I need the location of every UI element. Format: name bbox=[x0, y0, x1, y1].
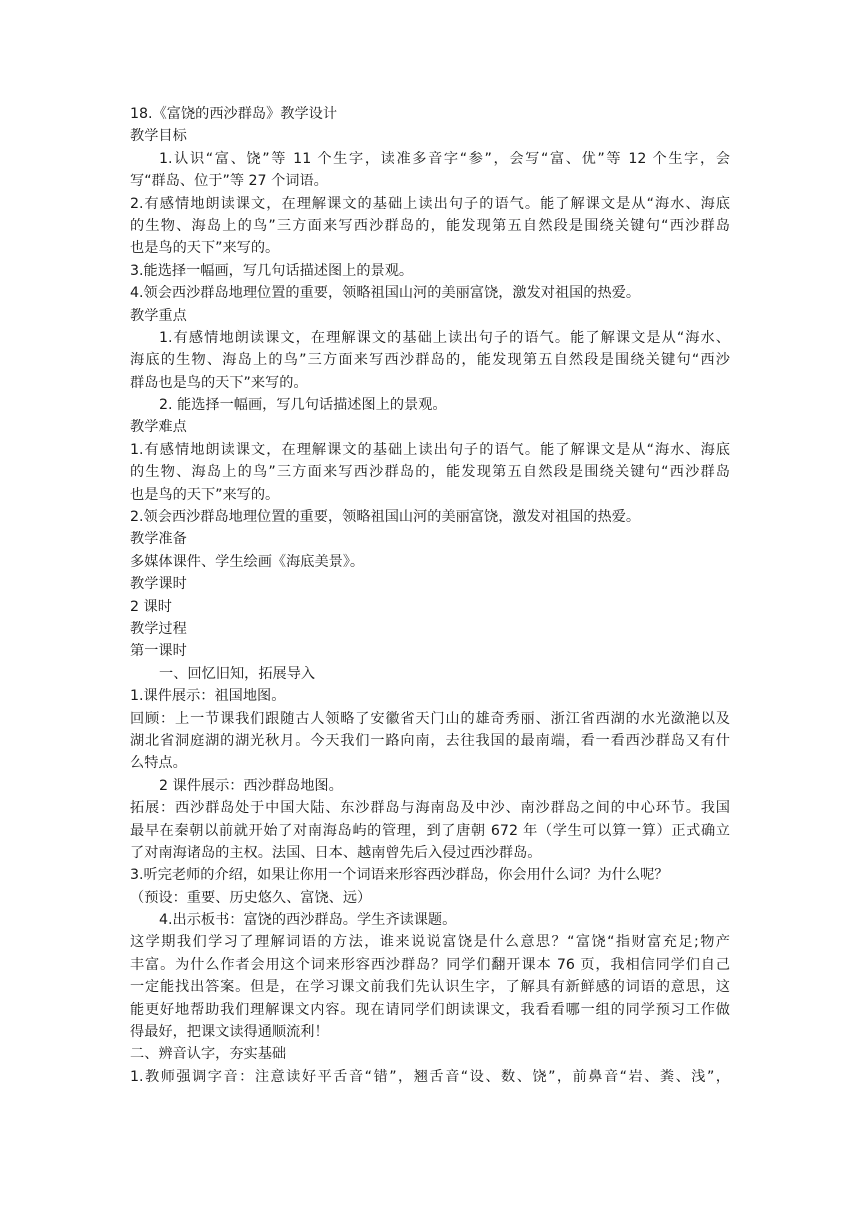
text-line: 了对南海诸岛的主权。法国、日本、越南曾先后入侵过西沙群岛。 bbox=[130, 844, 542, 861]
text-line: 么特点。 bbox=[130, 755, 187, 772]
text-line: 写“群岛、位于”等 27 个词语。 bbox=[130, 173, 328, 190]
text-line: 4.领会西沙群岛地理位置的重要，领略祖国山河的美丽富饶，激发对祖国的热爱。 bbox=[130, 285, 641, 302]
text-line: 第一课时 bbox=[130, 643, 187, 660]
text-line: 教学目标 bbox=[130, 128, 187, 145]
text-line: 的生物、海岛上的鸟”三方面来写西沙群岛的，能发现第五自然段是围绕关键句“西沙群岛 bbox=[130, 464, 730, 481]
text-line: 1.教师强调字音：注意读好平舌音“错”，翘舌音“设、数、饶”，前鼻音“岩、粪、浅”， bbox=[130, 1068, 730, 1085]
text-line: 教学难点 bbox=[130, 419, 187, 436]
text-line: 群岛也是鸟的天下”来写的。 bbox=[130, 374, 308, 391]
text-line: 1.认识“富、饶”等 11 个生字，读准多音字“参”，会写“富、优”等 12 个生字，会 bbox=[159, 150, 730, 167]
text-line: 也是鸟的天下”来写的。 bbox=[130, 240, 280, 257]
text-line: 也是鸟的天下”来写的。 bbox=[130, 486, 280, 503]
text-line: 1.有感情地朗读课文，在理解课文的基础上读出句子的语气。能了解课文是从“海水、 bbox=[159, 329, 730, 346]
text-line: 教学过程 bbox=[130, 620, 187, 637]
document-page bbox=[130, 103, 730, 1088]
text-line: 拓展：西沙群岛处于中国大陆、东沙群岛与海南岛及中沙、南沙群岛之间的中心环节。我国 bbox=[130, 800, 730, 817]
text-line: 1.课件展示：祖国地图。 bbox=[130, 688, 286, 705]
text-line: 的生物、海岛上的鸟”三方面来写西沙群岛的，能发现第五自然段是围绕关键句“西沙群岛 bbox=[130, 217, 730, 234]
text-line: （预设：重要、历史悠久、富饶、远） bbox=[130, 889, 372, 906]
text-line: 1.有感情地朗读课文，在理解课文的基础上读出句子的语气。能了解课文是从“海水、海底 bbox=[130, 441, 730, 458]
text-line: 丰富。为什么作者会用这个词来形容西沙群岛？同学们翻开课本 76 页，我相信同学们自己 bbox=[130, 956, 730, 973]
text-line: 多媒体课件、学生绘画《海底美景》。 bbox=[130, 553, 365, 570]
text-line: 2 课件展示：西沙群岛地图。 bbox=[159, 777, 343, 794]
text-line: 海底的生物、海岛上的鸟”三方面来写西沙群岛的，能发现第五自然段是围绕关键句“西沙 bbox=[130, 352, 730, 369]
text-line: 18.《富饶的西沙群岛》教学设计 bbox=[130, 106, 338, 122]
text-line: 一、回忆旧知，拓展导入 bbox=[159, 665, 316, 682]
text-line: 2.有感情地朗读课文，在理解课文的基础上读出句子的语气。能了解课文是从“海水、海底 bbox=[130, 195, 730, 212]
text-line: 最早在秦朝以前就开始了对南海岛屿的管理，到了唐朝 672 年（学生可以算一算）正式确立 bbox=[130, 822, 730, 839]
text-line: 3.听完老师的介绍，如果让你用一个词语来形容西沙群岛，你会用什么词？为什么呢？ bbox=[130, 867, 669, 884]
text-line: 2.领会西沙群岛地理位置的重要，领略祖国山河的美丽富饶，激发对祖国的热爱。 bbox=[130, 509, 641, 526]
text-line: 得最好，把课文读得通顺流利！ bbox=[130, 1024, 329, 1041]
text-line: 湖北省洞庭湖的湖光秋月。今天我们一路向南，去往我国的最南端，看一看西沙群岛又有什 bbox=[130, 732, 730, 749]
text-line: 教学课时 bbox=[130, 576, 187, 593]
text-line: 4.出示板书：富饶的西沙群岛。学生齐读课题。 bbox=[159, 912, 457, 929]
text-line: 这学期我们学习了理解词语的方法，谁来说说富饶是什么意思？“富饶“指财富充足;物产 bbox=[130, 934, 730, 951]
text-line: 3.能选择一幅画，写几句话描述图上的景观。 bbox=[130, 262, 414, 279]
text-line: 一定能找出答案。但是，在学习课文前我们先认识生字，了解具有新鲜感的词语的意思，这 bbox=[130, 979, 730, 996]
text-line: 2 课时 bbox=[130, 598, 172, 615]
text-line: 2. 能选择一幅画，写几句话描述图上的景观。 bbox=[159, 397, 447, 414]
text-line: 教学重点 bbox=[130, 307, 187, 324]
text-line: 回顾：上一节课我们跟随古人领略了安徽省天门山的雄奇秀丽、浙江省西湖的水光潋滟以及 bbox=[130, 710, 730, 727]
text-line: 教学准备 bbox=[130, 531, 187, 548]
text-line: 能更好地帮助我们理解课文内容。现在请同学们朗读课文，我看看哪一组的同学预习工作做 bbox=[130, 1001, 730, 1018]
text-line: 二、辨音认字，夯实基础 bbox=[130, 1046, 287, 1063]
